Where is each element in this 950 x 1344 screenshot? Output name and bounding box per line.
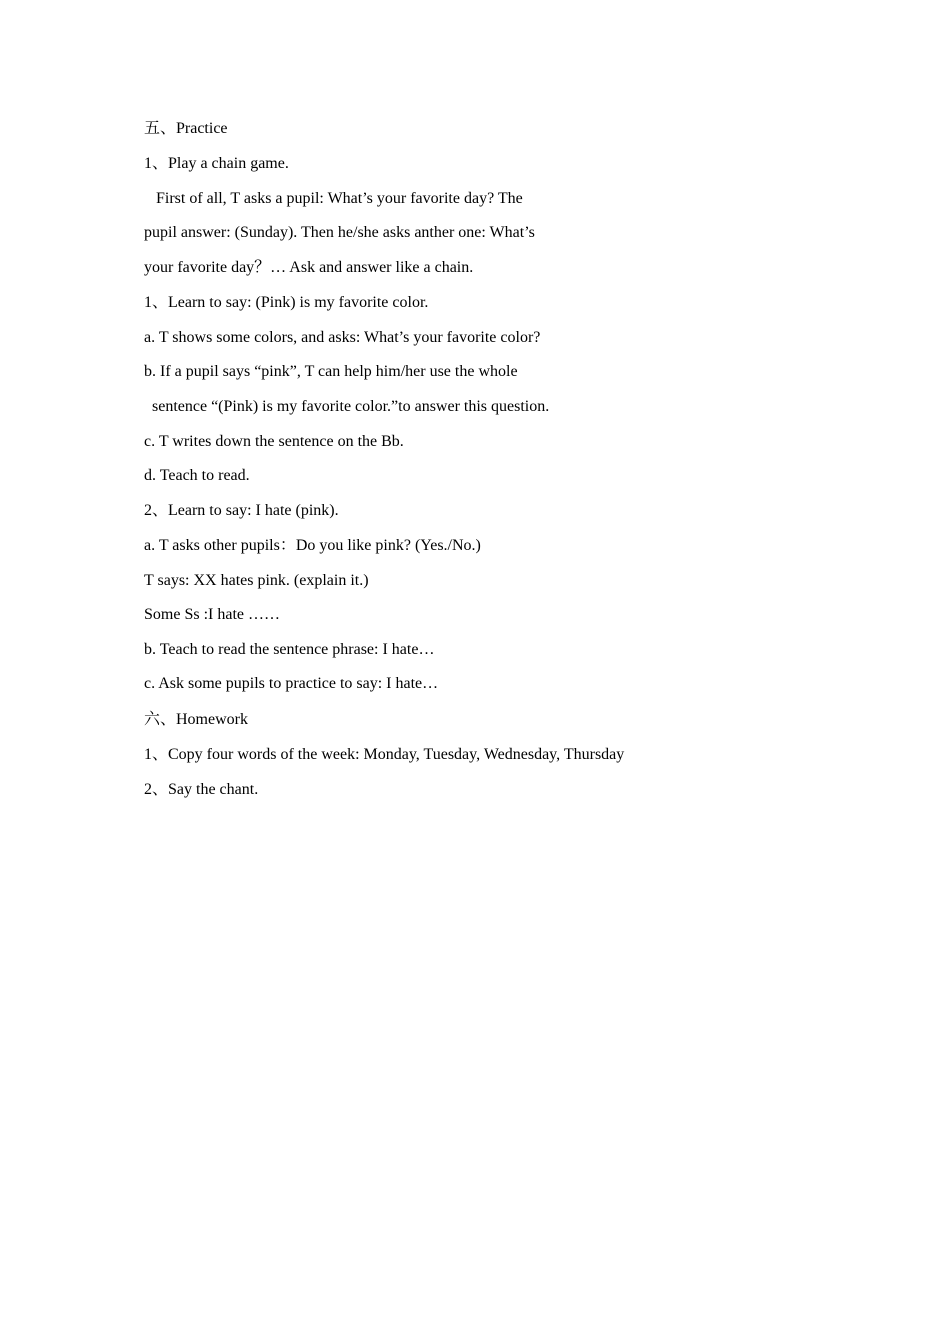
homework-heading: 六、Homework <box>144 711 248 728</box>
hate-some-ss: Some Ss :I hate …… <box>144 606 280 623</box>
homework-item-1: 1、Copy four words of the week: Monday, Tuesday, Wednesday, Thursday <box>144 746 625 763</box>
chain-game-line-1: First of all, T asks a pupil: What’s your favorite day? The <box>156 190 523 207</box>
chain-game-title: 1、Play a chain game. <box>144 155 289 172</box>
learn-pink-step-b-line-1: b. If a pupil says “pink”, T can help him/her use the whole <box>144 363 518 380</box>
chain-game-line-2: pupil answer: (Sunday). Then he/she asks anther one: What’s <box>144 224 535 241</box>
learn-pink-step-b-line-2: sentence “(Pink) is my favorite color.”to answer this question. <box>152 398 550 415</box>
learn-pink-title: 1、Learn to say: (Pink) is my favorite color. <box>144 294 429 311</box>
hate-step-c: c. Ask some pupils to practice to say: I hate… <box>144 675 439 692</box>
hate-step-b: b. Teach to read the sentence phrase: I hate… <box>144 641 435 658</box>
hate-t-says: T says: XX hates pink. (explain it.) <box>144 572 369 589</box>
practice-heading: 五、Practice <box>144 120 228 137</box>
learn-pink-step-c: c. T writes down the sentence on the Bb. <box>144 433 404 450</box>
homework-item-2: 2、Say the chant. <box>144 781 259 798</box>
learn-pink-step-a: a. T shows some colors, and asks: What’s your favorite color? <box>144 329 541 346</box>
hate-title: 2、Learn to say: I hate (pink). <box>144 502 339 519</box>
chain-game-line-3: your favorite day？… Ask and answer like a chain. <box>144 259 474 276</box>
learn-pink-step-d: d. Teach to read. <box>144 467 250 484</box>
hate-step-a: a. T asks other pupils：Do you like pink? (Yes./No.) <box>144 537 481 554</box>
